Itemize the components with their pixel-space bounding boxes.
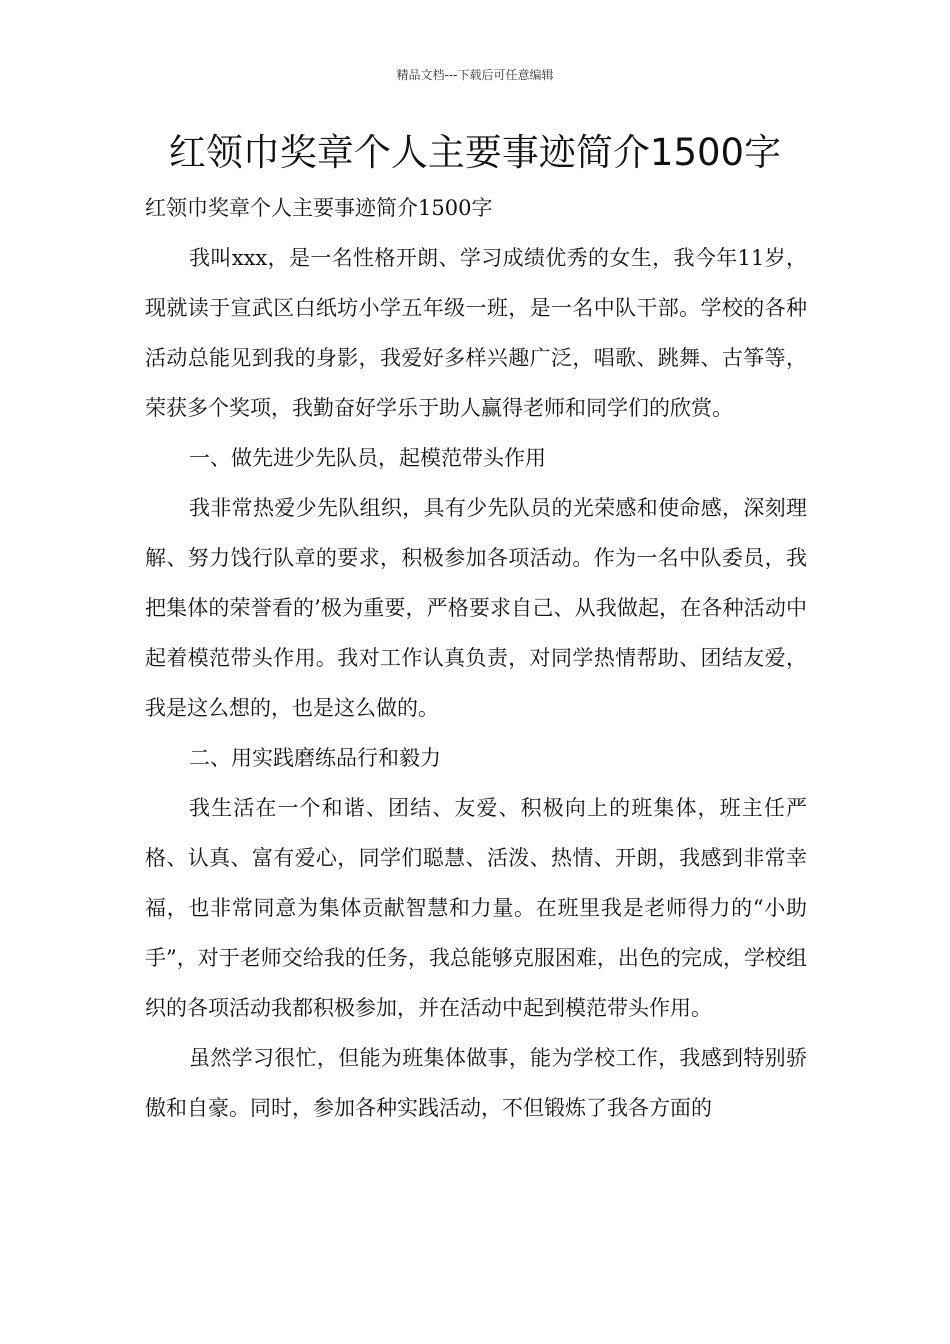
subtitle-paragraph: 红领巾奖章个人主要事迹简介1500字 — [145, 196, 493, 220]
section-heading-1: 一、做先进少先队员，起模范带头作用 — [189, 446, 546, 470]
section-heading-2: 二、用实践磨练品行和毅力 — [189, 746, 441, 770]
body-paragraph-intro: 我叫xxx，是一名性格开朗、学习成绩优秀的女生，我今年11岁，现就读于宣武区白纸坊小学五年级一班，是一名中队干部。学校的各种活动总能见到我的身影，我爱好多样兴趣广泛，唱歌、跳舞、古筝等，荣获多个奖项，我勤奋好学乐于助人赢得老师和同学们的欣赏。 — [145, 246, 807, 420]
document-body — [145, 183, 807, 1133]
header-note: 精品文档---下载后可任意编辑 — [396, 68, 554, 82]
body-paragraph-section-2: 我生活在一个和谐、团结、友爱、积极向上的班集体，班主任严格、认真、富有爱心，同学们聪慧、活泼、热情、开朗，我感到非常幸福，也非常同意为集体贡献智慧和力量。在班里我是老师得力的“小助手”，对于老师交给我的任务，我总能够克服困难，出色的完成，学校组织的各项活动我都积极参加，并在活动中起到模范带头作用。 — [145, 796, 807, 1020]
document-title: 红领巾奖章个人主要事迹简介1500字 — [168, 131, 782, 174]
body-paragraph-continued: 虽然学习很忙，但能为班集体做事，能为学校工作，我感到特别骄傲和自豪。同时，参加各种实践活动，不但锻炼了我各方面的 — [145, 1046, 807, 1120]
body-paragraph-section-1: 我非常热爱少先队组织，具有少先队员的光荣感和使命感，深刻理解、努力饯行队章的要求，积极参加各项活动。作为一名中队委员，我把集体的荣誉看的’极为重要，严格要求自己、从我做起，在各种活动中起着模范带头作用。我对工作认真负责，对同学热情帮助、团结友爱，我是这么想的，也是这么做的。 — [145, 496, 807, 720]
